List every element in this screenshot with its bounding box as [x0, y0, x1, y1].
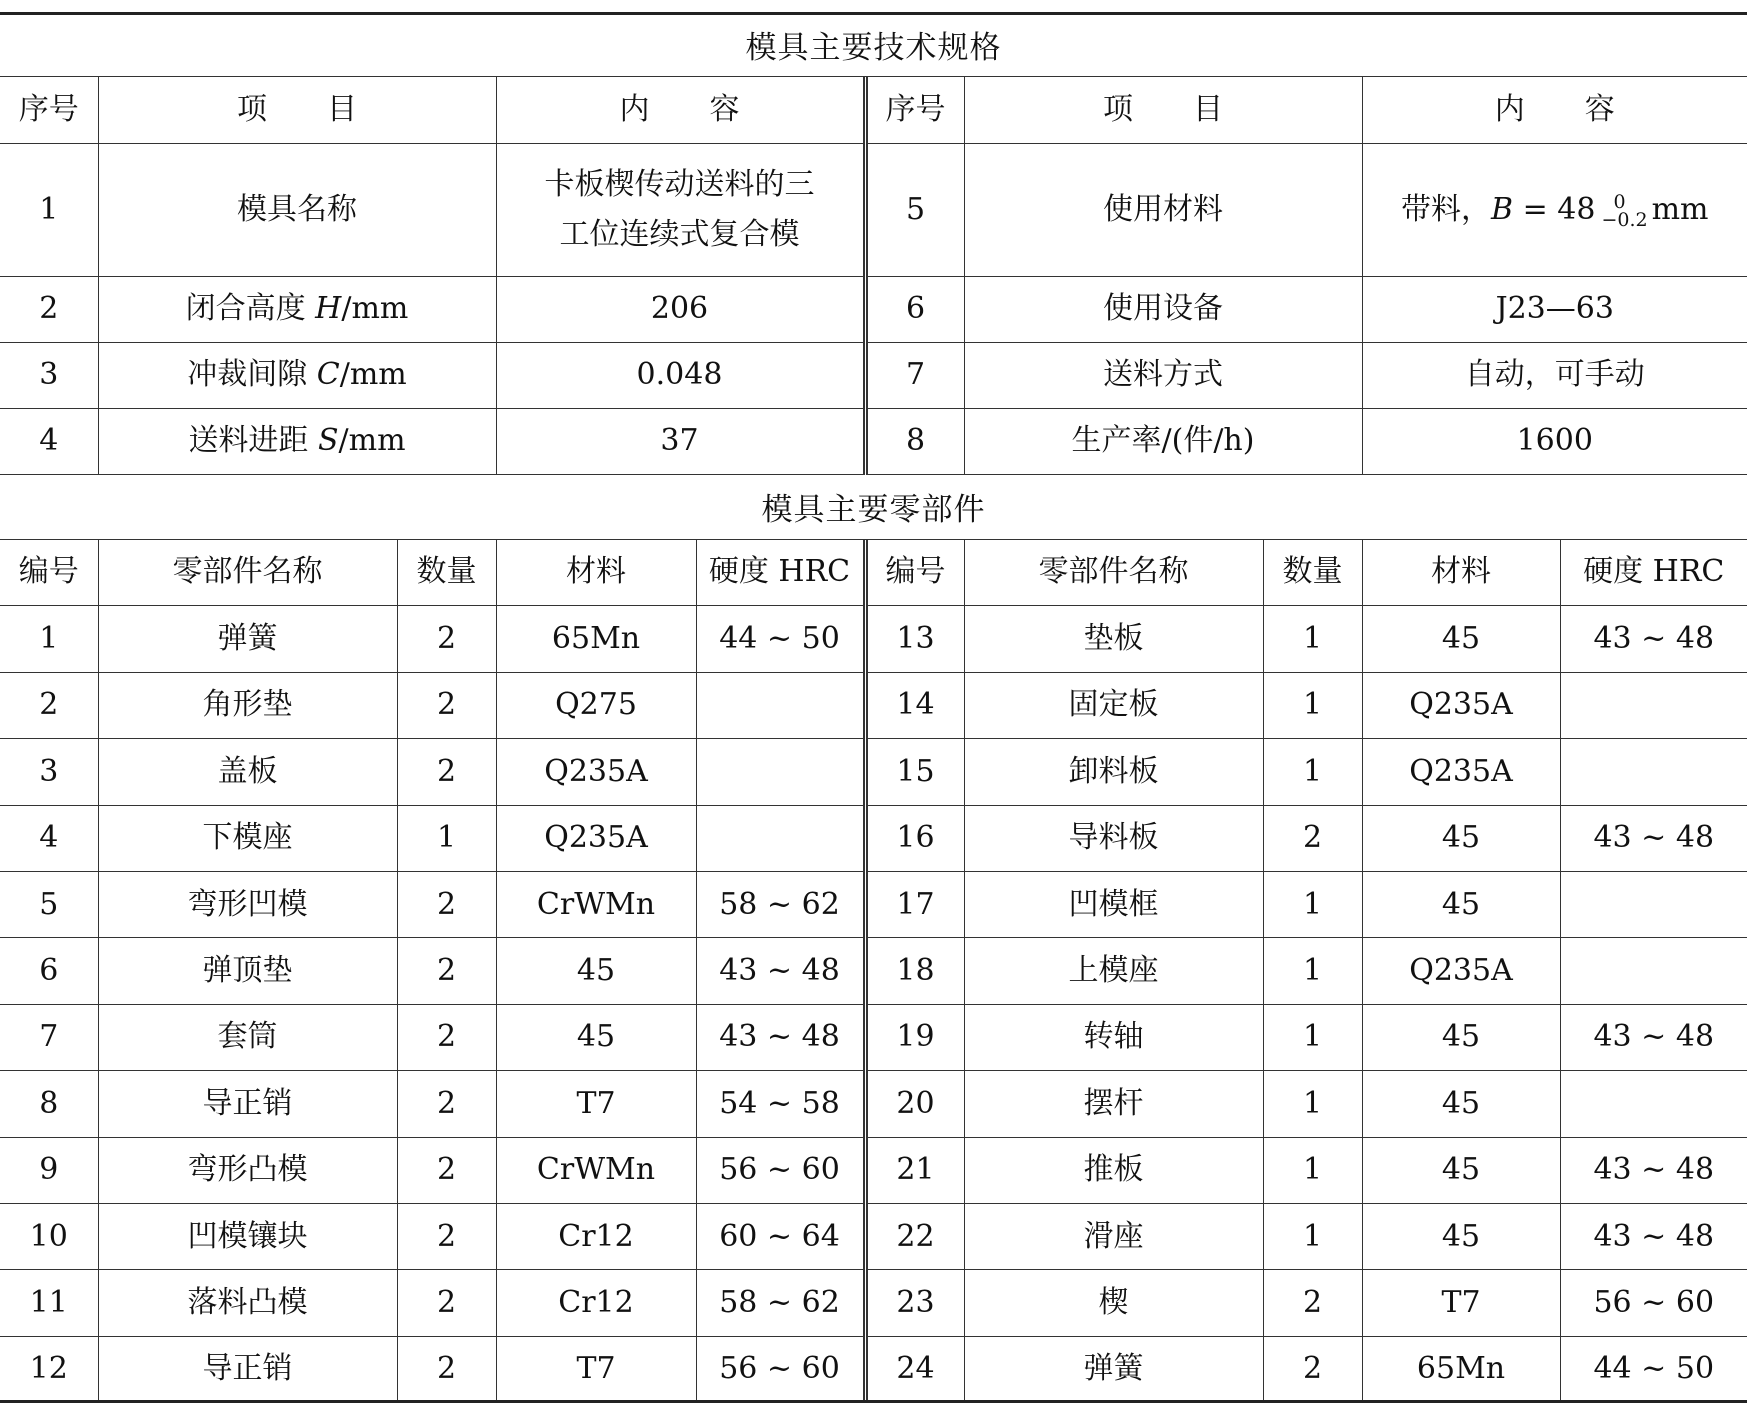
parts-row: [0, 1336, 1747, 1402]
part-name-2: 推板: [964, 1137, 1263, 1203]
part-qty-2: 1: [1263, 672, 1362, 738]
parts-row: [0, 672, 1747, 738]
spec-content-2: J23—63: [1362, 276, 1747, 342]
part-material: 45: [496, 1004, 696, 1070]
part-hardness: 54 ~ 58: [696, 1071, 865, 1137]
parts-title: 模具主要零部件: [0, 475, 1747, 540]
spec-row: [0, 276, 1747, 342]
part-qty-2: 1: [1263, 938, 1362, 1004]
spec-content: 37: [496, 408, 865, 474]
part-qty: 2: [397, 1137, 496, 1203]
part-name: 弹顶垫: [98, 938, 397, 1004]
part-hardness-2: 43 ~ 48: [1560, 1137, 1747, 1203]
part-material-2: 45: [1362, 805, 1560, 871]
spec-no: 1: [0, 143, 98, 276]
parts-header-material: 材料: [496, 540, 696, 606]
part-qty: 2: [397, 606, 496, 672]
part-name-2: 卸料板: [964, 739, 1263, 805]
spec-item-2: 使用设备: [964, 276, 1362, 342]
part-qty: 2: [397, 938, 496, 1004]
part-hardness: [696, 672, 865, 738]
parts-header-name: 零部件名称: [98, 540, 397, 606]
part-qty: 2: [397, 1203, 496, 1269]
material-prefix: 带料，: [1401, 191, 1491, 227]
parts-header-qty-2: 数量: [1263, 540, 1362, 606]
part-qty: 2: [397, 1270, 496, 1336]
part-no: 9: [0, 1137, 98, 1203]
spec-content: 0.048: [496, 342, 865, 408]
part-name: 弯形凸模: [98, 1137, 397, 1203]
spec-no-2: 6: [865, 276, 964, 342]
parts-header-material-2: 材料: [1362, 540, 1560, 606]
part-name: 落料凸模: [98, 1270, 397, 1336]
part-no: 8: [0, 1071, 98, 1137]
part-material: CrWMn: [496, 1137, 696, 1203]
spec-no: 4: [0, 408, 98, 474]
parts-header-no-2: 编号: [865, 540, 964, 606]
spec-header-content: 内 容: [496, 77, 865, 143]
parts-row: [0, 938, 1747, 1004]
part-material: T7: [496, 1071, 696, 1137]
parts-row: [0, 1270, 1747, 1336]
parts-header-name-2: 零部件名称: [964, 540, 1263, 606]
parts-header-no: 编号: [0, 540, 98, 606]
top-rule: [0, 12, 1747, 15]
part-qty: 1: [397, 805, 496, 871]
spec-no: 3: [0, 342, 98, 408]
part-no: 10: [0, 1203, 98, 1269]
part-no-2: 13: [865, 606, 964, 672]
spec-header-item: 项 目: [98, 77, 496, 143]
parts-header-hardness-2: 硬度 HRC: [1560, 540, 1747, 606]
part-name-2: 弹簧: [964, 1336, 1263, 1402]
part-qty-2: 1: [1263, 606, 1362, 672]
spec-item: [98, 276, 496, 342]
parts-header-row: [0, 540, 1747, 606]
part-hardness: [696, 739, 865, 805]
spec-document: [0, 12, 1747, 1403]
part-name: 导正销: [98, 1071, 397, 1137]
spec-row: [0, 143, 1747, 276]
tolerance-lower: −0.2: [1601, 208, 1648, 231]
spec-header-item-2: 项 目: [964, 77, 1362, 143]
spec-item: [98, 342, 496, 408]
part-hardness-2: [1560, 672, 1747, 738]
part-no: 7: [0, 1004, 98, 1070]
spec-title: 模具主要技术规格: [0, 12, 1747, 77]
part-hardness: 58 ~ 62: [696, 1270, 865, 1336]
part-name-2: 转轴: [964, 1004, 1263, 1070]
spec-header-content-2: 内 容: [1362, 77, 1747, 143]
spec-item: [98, 408, 496, 474]
spec-header-row: [0, 77, 1747, 143]
item-label: 送料进距: [188, 423, 318, 458]
part-qty-2: 2: [1263, 1270, 1362, 1336]
spec-item-2: 生产率/(件/h): [964, 408, 1362, 474]
part-material-2: 45: [1362, 1004, 1560, 1070]
part-qty-2: 1: [1263, 1071, 1362, 1137]
part-no-2: 16: [865, 805, 964, 871]
parts-body: [0, 540, 1747, 1403]
spec-header-no-2: 序号: [865, 77, 964, 143]
part-hardness: [696, 805, 865, 871]
part-no: 1: [0, 606, 98, 672]
part-no: 11: [0, 1270, 98, 1336]
part-hardness-2: [1560, 871, 1747, 937]
spec-no-2: 8: [865, 408, 964, 474]
part-name-2: 固定板: [964, 672, 1263, 738]
parts-row: [0, 871, 1747, 937]
part-no: 2: [0, 672, 98, 738]
spec-content-2: 1600: [1362, 408, 1747, 474]
parts-header-hardness: 硬度 HRC: [696, 540, 865, 606]
part-no-2: 20: [865, 1071, 964, 1137]
part-no-2: 24: [865, 1336, 964, 1402]
part-name: 盖板: [98, 739, 397, 805]
part-material: Cr12: [496, 1203, 696, 1269]
part-qty: 2: [397, 1004, 496, 1070]
part-name: 下模座: [98, 805, 397, 871]
tolerance-upper: 0: [1613, 190, 1626, 213]
part-qty: 2: [397, 672, 496, 738]
part-material: Q275: [496, 672, 696, 738]
part-hardness-2: 43 ~ 48: [1560, 1004, 1747, 1070]
spec-no-2: 5: [865, 143, 964, 276]
part-name: 套筒: [98, 1004, 397, 1070]
item-unit: /mm: [341, 291, 409, 326]
parts-row: [0, 1004, 1747, 1070]
spec-no-2: 7: [865, 342, 964, 408]
part-name: 弯形凹模: [98, 871, 397, 937]
part-hardness-2: 43 ~ 48: [1560, 606, 1747, 672]
part-no: 5: [0, 871, 98, 937]
part-hardness-2: [1560, 938, 1747, 1004]
part-material-2: 45: [1362, 1203, 1560, 1269]
part-material-2: 65Mn: [1362, 1336, 1560, 1402]
part-material-2: 45: [1362, 606, 1560, 672]
part-hardness-2: 44 ~ 50: [1560, 1336, 1747, 1402]
part-material: 65Mn: [496, 606, 696, 672]
part-no-2: 18: [865, 938, 964, 1004]
parts-row: [0, 739, 1747, 805]
part-name-2: 垫板: [964, 606, 1263, 672]
part-hardness: 58 ~ 62: [696, 871, 865, 937]
item-var: C: [316, 357, 340, 392]
part-material: Q235A: [496, 805, 696, 871]
parts-row: [0, 1137, 1747, 1203]
spec-row: [0, 342, 1747, 408]
part-material: T7: [496, 1336, 696, 1402]
spec-no: 2: [0, 276, 98, 342]
part-material-2: Q235A: [1362, 938, 1560, 1004]
part-no-2: 22: [865, 1203, 964, 1269]
material-unit: mm: [1651, 191, 1709, 227]
part-hardness: 56 ~ 60: [696, 1336, 865, 1402]
part-qty: 2: [397, 1336, 496, 1402]
spec-item: 模具名称: [98, 143, 496, 276]
part-name-2: 摆杆: [964, 1071, 1263, 1137]
part-no-2: 15: [865, 739, 964, 805]
part-qty-2: 1: [1263, 1004, 1362, 1070]
part-no: 12: [0, 1336, 98, 1402]
part-no-2: 17: [865, 871, 964, 937]
part-material: 45: [496, 938, 696, 1004]
part-material: CrWMn: [496, 871, 696, 937]
spec-header-no: 序号: [0, 77, 98, 143]
part-no: 4: [0, 805, 98, 871]
parts-row: [0, 1071, 1747, 1137]
part-no: 6: [0, 938, 98, 1004]
part-material-2: Q235A: [1362, 672, 1560, 738]
part-no-2: 23: [865, 1270, 964, 1336]
part-qty: 2: [397, 739, 496, 805]
part-hardness-2: [1560, 1071, 1747, 1137]
spec-content: 206: [496, 276, 865, 342]
part-qty: 2: [397, 871, 496, 937]
part-name-2: 凹模框: [964, 871, 1263, 937]
spec-content-line: 工位连续式复合模: [559, 216, 800, 252]
part-name: 角形垫: [98, 672, 397, 738]
part-hardness: 56 ~ 60: [696, 1137, 865, 1203]
material-var: B: [1491, 191, 1514, 227]
part-no: 3: [0, 739, 98, 805]
part-hardness: 43 ~ 48: [696, 938, 865, 1004]
part-material-2: 45: [1362, 1071, 1560, 1137]
item-unit: /mm: [339, 357, 407, 392]
part-qty-2: 1: [1263, 739, 1362, 805]
part-name-2: 导料板: [964, 805, 1263, 871]
part-hardness: 60 ~ 64: [696, 1203, 865, 1269]
part-name-2: 滑座: [964, 1203, 1263, 1269]
part-no-2: 21: [865, 1137, 964, 1203]
parts-row: [0, 606, 1747, 672]
part-name: 凹模镶块: [98, 1203, 397, 1269]
item-unit: /mm: [338, 423, 406, 458]
item-label: 闭合高度: [185, 291, 316, 326]
part-qty-2: 2: [1263, 1336, 1362, 1402]
parts-table: [0, 540, 1747, 1404]
spec-content-line: 卡板楔传动送料的三: [544, 167, 815, 202]
spec-content-2: [1362, 143, 1747, 276]
part-hardness-2: [1560, 739, 1747, 805]
part-material: Q235A: [496, 739, 696, 805]
tolerance: [1601, 190, 1648, 231]
part-hardness: 44 ~ 50: [696, 606, 865, 672]
material-eq: = 48: [1513, 191, 1596, 227]
item-label: 冲裁间隙: [187, 357, 317, 392]
part-name-2: 上模座: [964, 938, 1263, 1004]
part-material-2: Q235A: [1362, 739, 1560, 805]
spec-item-2: 送料方式: [964, 342, 1362, 408]
part-name: 弹簧: [98, 606, 397, 672]
part-qty-2: 1: [1263, 871, 1362, 937]
part-material: Cr12: [496, 1270, 696, 1336]
bottom-rule: [0, 1400, 1747, 1403]
spec-content: [496, 143, 865, 276]
spec-table: [0, 77, 1747, 475]
part-qty: 2: [397, 1071, 496, 1137]
part-qty-2: 1: [1263, 1203, 1362, 1269]
part-name: 导正销: [98, 1336, 397, 1402]
item-var: H: [315, 291, 342, 326]
spec-row: [0, 408, 1747, 474]
part-qty-2: 1: [1263, 1137, 1362, 1203]
parts-header-qty: 数量: [397, 540, 496, 606]
parts-row: [0, 1203, 1747, 1269]
parts-row: [0, 805, 1747, 871]
part-material-2: T7: [1362, 1270, 1560, 1336]
spec-content-2: 自动，可手动: [1362, 342, 1747, 408]
item-var: S: [317, 423, 339, 458]
part-hardness: 43 ~ 48: [696, 1004, 865, 1070]
part-no-2: 14: [865, 672, 964, 738]
part-hardness-2: 56 ~ 60: [1560, 1270, 1747, 1336]
part-hardness-2: 43 ~ 48: [1560, 1203, 1747, 1269]
part-material-2: 45: [1362, 1137, 1560, 1203]
part-name-2: 楔: [964, 1270, 1263, 1336]
part-qty-2: 2: [1263, 805, 1362, 871]
spec-item-2: 使用材料: [964, 143, 1362, 276]
part-material-2: 45: [1362, 871, 1560, 937]
part-hardness-2: 43 ~ 48: [1560, 805, 1747, 871]
part-no-2: 19: [865, 1004, 964, 1070]
